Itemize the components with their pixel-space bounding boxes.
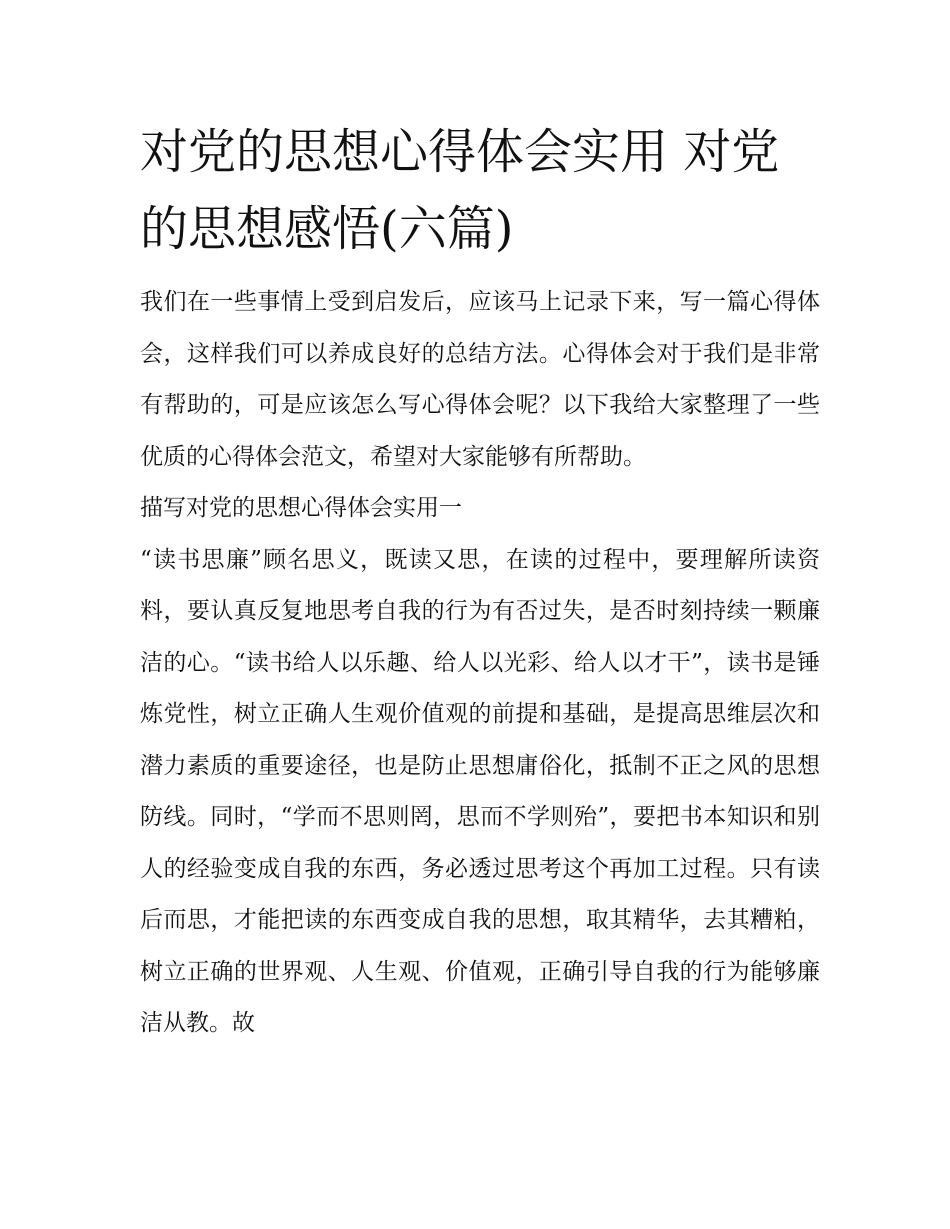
document-body [140,277,820,1050]
intro-paragraph: 我们在一些事情上受到启发后，应该马上记录下来，写一篇心得体会，这样我们可以养成良好的总结方法。心得体会对于我们是非常有帮助的，可是应该怎么写心得体会呢？以下我给大家整理了一些优质的心得体会范文，希望对大家能够有所帮助。 [140,289,820,470]
section-heading: 描写对党的思想心得体会实用一 [140,495,462,521]
document-title: 对党的思想心得体会实用 对党的思想感悟(六篇) [140,124,780,257]
section-paragraph: “读书思廉”顾名思义，既读又思，在读的过程中，要理解所读资料，要认真反复地思考自我的行为有否过失，是否时刻持续一颗廉洁的心。“读书给人以乐趣、给人以光彩、给人以才干”，读书是锤炼党性，树立正确人生观价值观的前提和基础，是提高思维层次和潜力素质的重要途径，也是防止思想庸俗化，抵制不正之风的思想防线。同时，“学而不思则罔，思而不学则殆”，要把书本知识和别人的经验变成自我的东西，务必透过思考这个再加工过程。只有读后而思，才能把读的东西变成自我的思想，取其精华，去其糟粕，树立正确的世界观、人生观、价值观，正确引导自我的行为能够廉洁从教。故 [140,546,820,1036]
